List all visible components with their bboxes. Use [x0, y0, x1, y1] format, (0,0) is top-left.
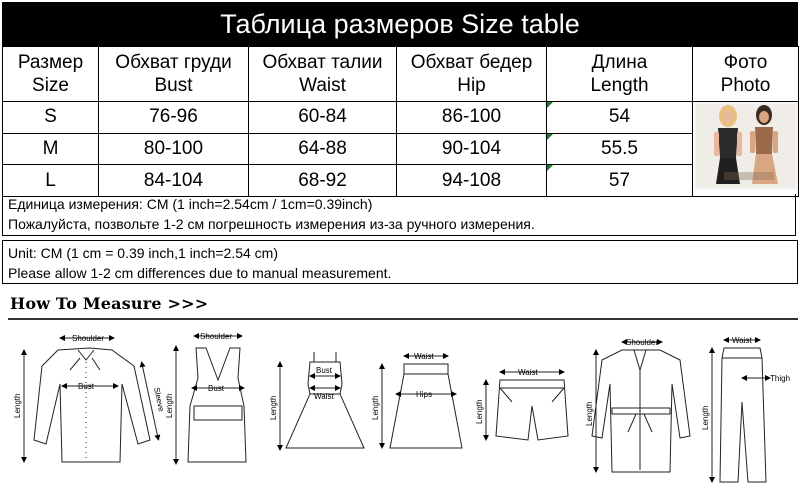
product-photo [693, 102, 799, 197]
table-row [3, 102, 799, 134]
cell-size: S [3, 102, 99, 134]
cell-length [547, 102, 693, 134]
label-length: Length [165, 393, 174, 418]
coat-diagram [592, 342, 690, 472]
label-shoulder: Shoulder [72, 334, 105, 343]
label-shoulder: Shoulder [200, 332, 233, 341]
cell-marker [547, 102, 553, 108]
page-title: Таблица размеров Size table [2, 2, 798, 46]
label-length: Length [13, 393, 22, 418]
cell-hip: 94-108 [397, 165, 547, 197]
cell-marker [547, 134, 553, 140]
cell-length-value: 54 [608, 106, 631, 128]
label-waist: Waist [732, 336, 752, 345]
header-length-ru: Длина [591, 52, 648, 73]
cell-hip: 90-104 [397, 133, 547, 165]
label-thigh: Thigh [770, 374, 791, 383]
skirt-diagram [382, 356, 462, 448]
header-length-en: Length [590, 75, 649, 96]
table-row [3, 133, 799, 165]
divider [8, 318, 798, 320]
cell-size: M [3, 133, 99, 165]
label-length: Length [475, 399, 484, 424]
label-bust: Bust [78, 382, 95, 391]
cell-hip: 86-100 [397, 102, 547, 134]
header-bust-ru: Обхват груди [115, 52, 232, 73]
label-length: Length [585, 401, 594, 426]
header-waist-en: Waist [299, 75, 346, 96]
cell-waist: 60-84 [249, 102, 397, 134]
note-en-tolerance: Please allow 1-2 cm differences due to manual measurement. [8, 265, 392, 281]
cell-bust: 80-100 [99, 133, 249, 165]
cell-marker [547, 165, 553, 171]
shorts-diagram [486, 372, 568, 440]
note-en-unit: Unit: CM (1 cm = 0.39 inch,1 inch=2.54 cm) [8, 245, 278, 261]
header-size-ru: Размер [17, 52, 84, 73]
tank-top-diagram [176, 336, 246, 462]
header-waist-ru: Обхват талии [262, 52, 383, 73]
cell-bust: 84-104 [99, 165, 249, 197]
label-hips: Hips [416, 390, 433, 399]
header-waist [249, 47, 397, 102]
table-row [3, 165, 799, 197]
how-to-measure-title: How To Measure >>> [10, 294, 209, 313]
cell-bust: 76-96 [99, 102, 249, 134]
header-size-en: Size [32, 75, 69, 96]
header-bust-en: Bust [154, 75, 193, 96]
note-en [2, 240, 798, 284]
size-table [2, 46, 799, 197]
cell-length [547, 165, 693, 197]
label-shoulder: Shoulder [626, 338, 659, 347]
label-waist: Waist [414, 352, 434, 361]
label-length: Length [371, 395, 380, 420]
note-ru-tolerance: Пожалуйста, позвольте 1-2 см погрешность измерения из-за ручного измерения. [8, 216, 535, 232]
blouse-diagram [24, 338, 158, 462]
model-photo-image [694, 102, 798, 190]
note-ru [2, 194, 796, 236]
header-photo-ru: Фото [723, 52, 768, 73]
cell-length-value: 57 [608, 169, 631, 191]
cell-size: L [3, 165, 99, 197]
label-length: Length [269, 395, 278, 420]
cell-waist: 68-92 [249, 165, 397, 197]
table-header-row [3, 47, 799, 102]
cell-waist: 64-88 [249, 133, 397, 165]
header-photo-en: Photo [720, 75, 771, 96]
header-photo [693, 47, 799, 102]
note-ru-unit: Единица измерения: CM (1 inch=2.54cm / 1cm=0.39inch) [8, 196, 373, 212]
label-sleeve: Sleeve [152, 386, 166, 413]
label-waist: Waist [518, 368, 538, 377]
header-bust [99, 47, 249, 102]
header-hip [397, 47, 547, 102]
header-hip-ru: Обхват бедер [410, 52, 533, 73]
cell-length [547, 133, 693, 165]
header-length [547, 47, 693, 102]
pants-diagram [712, 340, 768, 482]
label-waist: Waist [314, 392, 334, 401]
header-size [3, 47, 99, 102]
label-bust: Bust [208, 384, 225, 393]
label-length: Length [701, 405, 710, 430]
header-hip-en: Hip [457, 75, 486, 96]
how-to-measure-diagrams [0, 322, 800, 490]
cell-length-value: 55.5 [601, 137, 638, 159]
label-bust: Bust [316, 366, 333, 375]
